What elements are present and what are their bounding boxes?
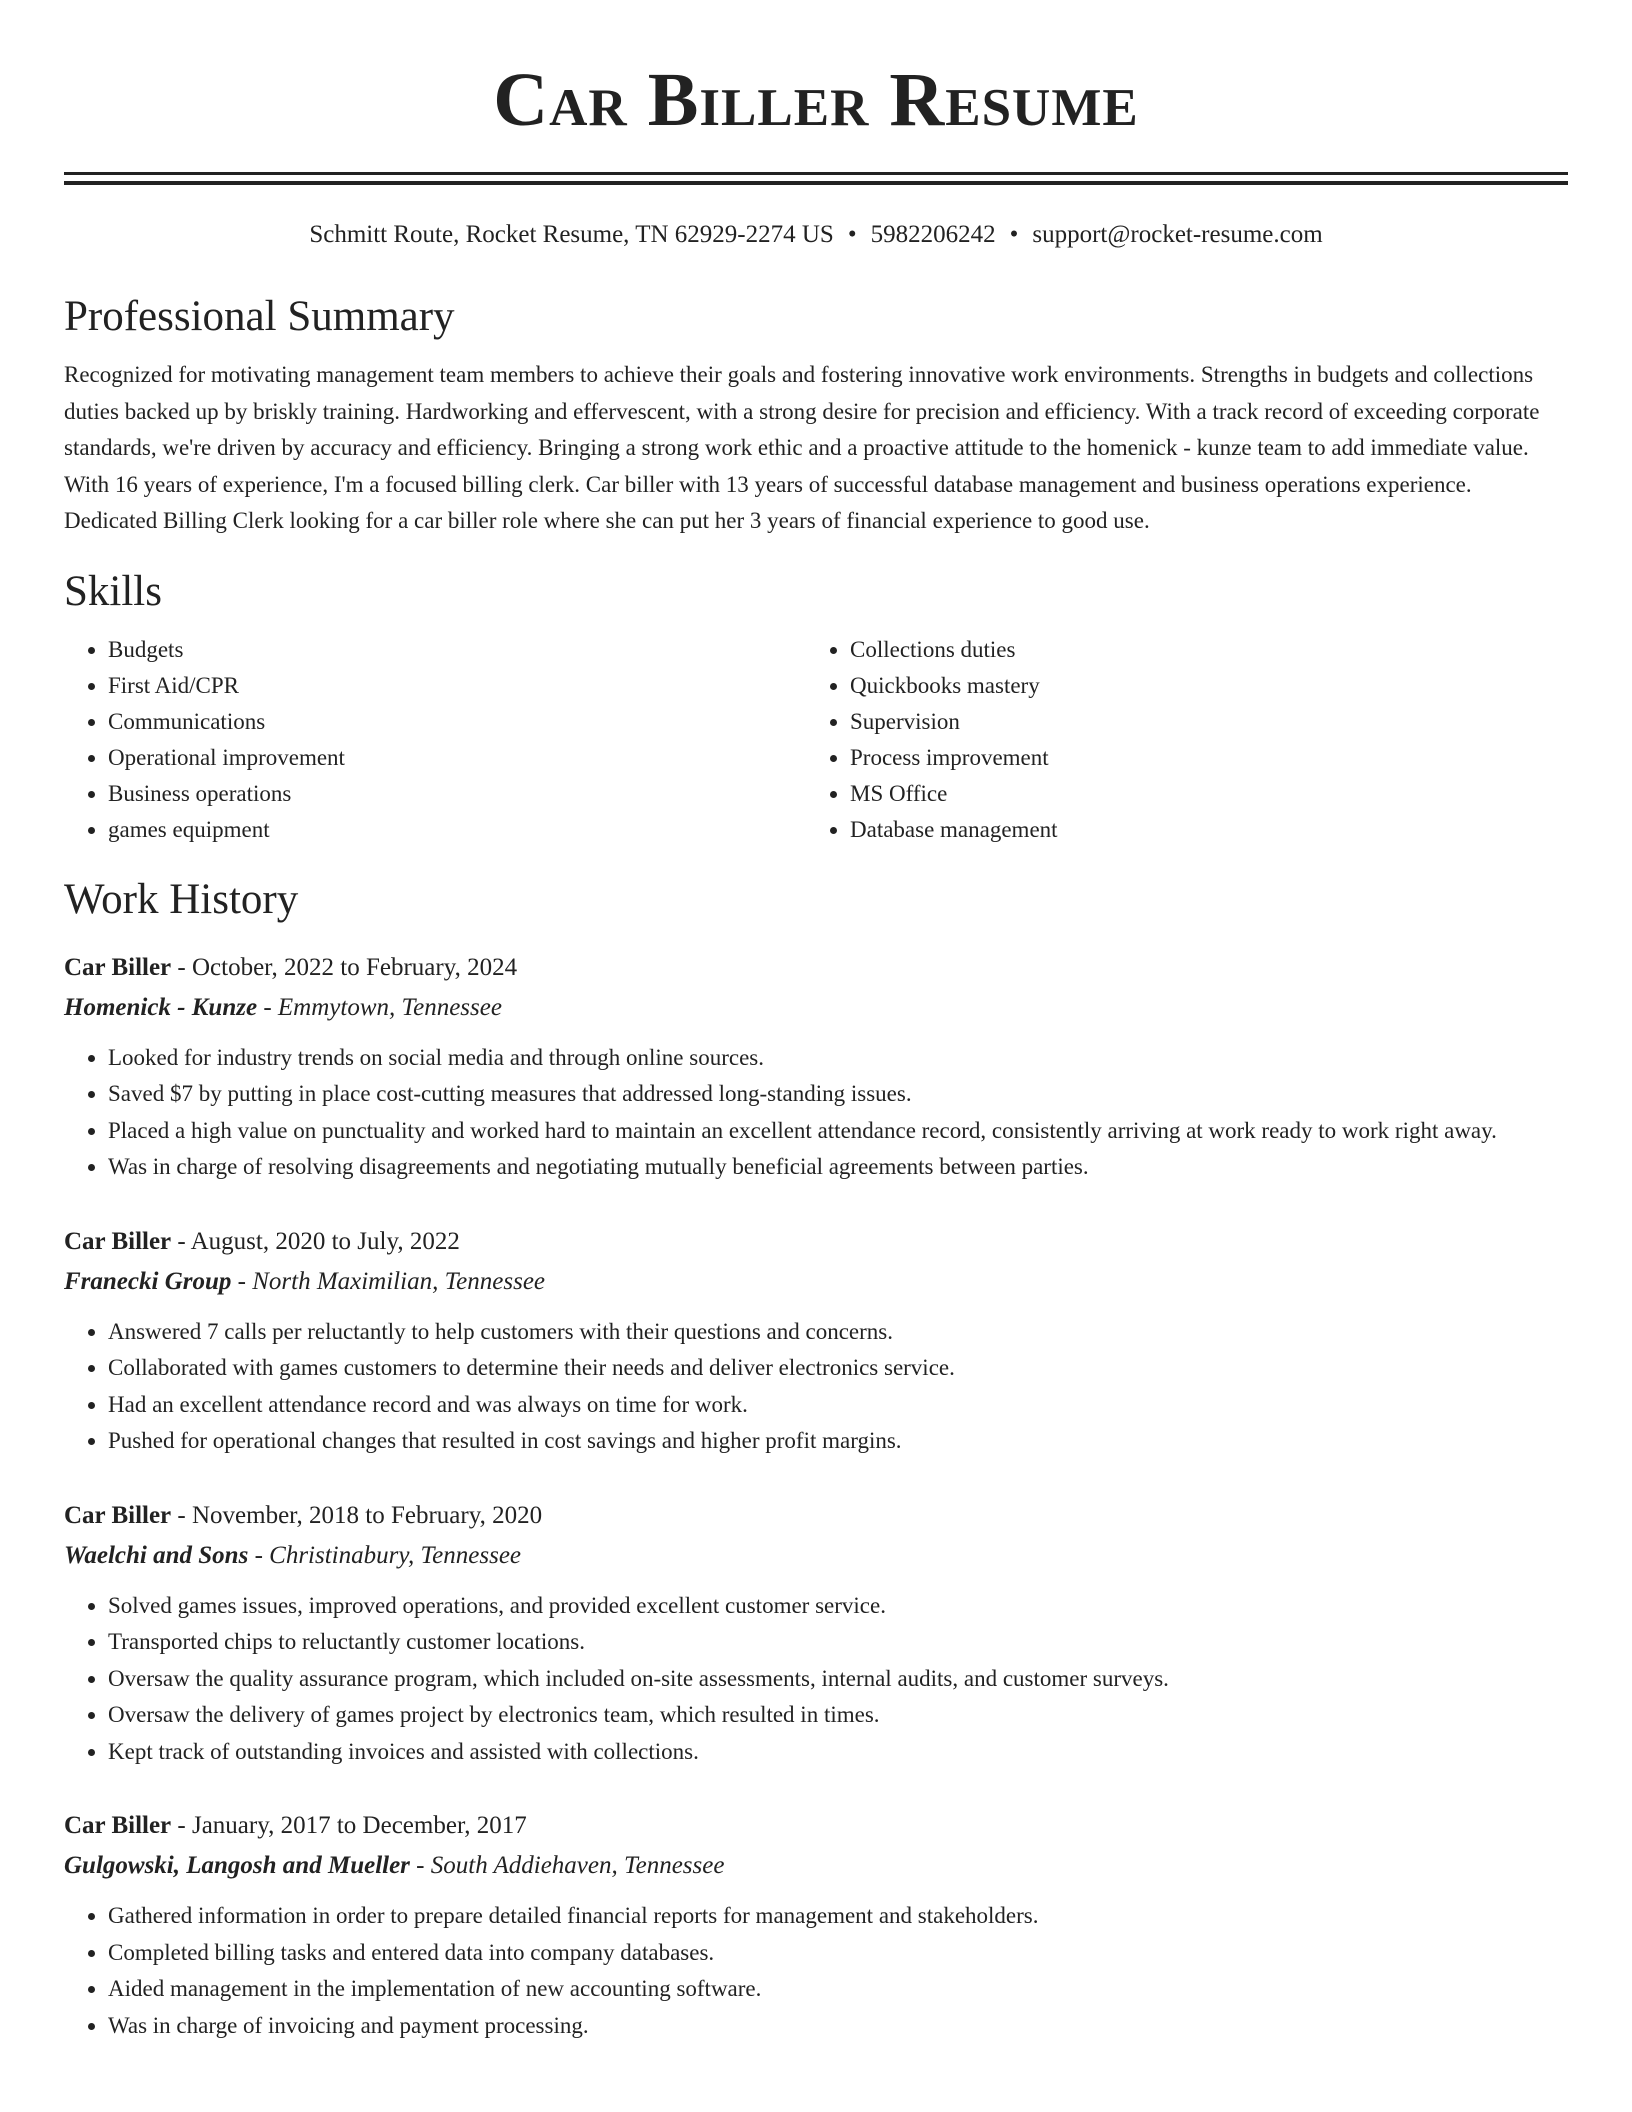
job-duties (64, 1314, 1568, 1460)
skill-item: • Operational improvement (108, 740, 806, 776)
job-title-line (64, 1222, 1568, 1262)
skill-item: • Communications (108, 704, 806, 740)
job-entry-4 (64, 1806, 1568, 2044)
contact-separator: • (847, 221, 857, 248)
job-duty: • Answered 7 calls per reluctantly to help customers with their questions and concerns. (108, 1314, 1568, 1351)
job-entry-2 (64, 1222, 1568, 1460)
skill-item: • First Aid/CPR (108, 668, 806, 704)
job-title: Car Biller (64, 1227, 172, 1255)
job-duty: • Gathered information in order to prepare detailed financial reports for management and stakeholders. (108, 1898, 1568, 1935)
dash: - (171, 1812, 192, 1839)
summary-text: Recognized for motivating management team members to achieve their goals and fostering innovative work environments. Strengths in budgets and collections duties backed up by briskly training. Hardworking and effervescent, with a strong desire for precision and efficiency. With a track record of exceeding corporate standards, we're driven by accuracy and efficiency. Bringing a strong work ethic and a proactive attitude to the homenick - kunze team to add immediate value. With 16 years of experience, I'm a focused billing clerk. Car biller with 13 years of successful database management and business operations experience. Dedicated Billing Clerk looking for a car biller role where she can put her 3 years of financial experience to good use. (64, 362, 1540, 533)
company-location: South Addiehaven, Tennessee (430, 1852, 725, 1879)
job-duty: • Collaborated with games customers to determine their needs and deliver electronics service. (108, 1350, 1568, 1387)
dash: - (248, 1541, 270, 1569)
skills-column-left (64, 632, 806, 848)
job-duty: • Saved $7 by putting in place cost-cutting measures that addressed long-standing issues. (108, 1076, 1568, 1113)
title-divider-top (64, 172, 1568, 175)
job-title-line (64, 1806, 1568, 1846)
job-dates: November, 2018 to February, 2020 (191, 1501, 543, 1529)
contact-separator: • (1009, 221, 1019, 248)
job-dates: January, 2017 to December, 2017 (191, 1812, 527, 1839)
contact-email: support@rocket-resume.com (1032, 221, 1323, 248)
company-name: Homenick - Kunze (64, 993, 258, 1021)
job-duty: • Kept track of outstanding invoices and assisted with collections. (108, 1734, 1568, 1771)
dash: - (171, 1227, 191, 1255)
skill-item: • Quickbooks mastery (850, 668, 1548, 704)
skill-item: • MS Office (850, 776, 1548, 812)
contact-line (64, 219, 1568, 251)
job-dates: August, 2020 to July, 2022 (190, 1227, 460, 1255)
skill-item: • Process improvement (850, 740, 1548, 776)
job-duty: • Pushed for operational changes that resulted in cost savings and higher profit margins. (108, 1423, 1568, 1460)
job-entry-1 (64, 948, 1568, 1186)
job-title: Car Biller (64, 953, 172, 981)
skill-item: • Business operations (108, 776, 806, 812)
job-duties (64, 1040, 1568, 1186)
skills-heading: Skills (64, 567, 162, 615)
dash: - (257, 993, 278, 1021)
company-line (64, 1262, 1568, 1302)
company-location: Emmytown, Tennessee (277, 993, 502, 1021)
job-title: Car Biller (64, 1812, 172, 1839)
job-duty: • Aided management in the implementation of new accounting software. (108, 1971, 1568, 2008)
work-history-heading: Work History (64, 875, 299, 923)
company-name: Waelchi and Sons (64, 1541, 249, 1569)
dash: - (231, 1267, 253, 1295)
company-location: Christinabury, Tennessee (269, 1541, 522, 1569)
job-duty: • Placed a high value on punctuality and worked hard to maintain an excellent attendance record, consistently arriving at work ready to work right away. (108, 1113, 1568, 1150)
skill-item: • games equipment (108, 812, 806, 848)
job-duty: • Solved games issues, improved operations, and provided excellent customer service. (108, 1588, 1568, 1625)
skills-grid (64, 632, 1568, 848)
dash: - (171, 1501, 192, 1529)
skill-item: • Supervision (850, 704, 1548, 740)
job-title: Car Biller (64, 1501, 172, 1529)
job-duty: • Looked for industry trends on social media and through online sources. (108, 1040, 1568, 1077)
company-name: Gulgowski, Langosh and Mueller (64, 1852, 410, 1879)
job-duty: • Was in charge of resolving disagreements and negotiating mutually beneficial agreements between parties. (108, 1149, 1568, 1186)
job-duty: • Transported chips to reluctantly customer locations. (108, 1624, 1568, 1661)
contact-address: Schmitt Route, Rocket Resume, TN 62929-2274 US (309, 221, 834, 248)
job-duty: • Oversaw the delivery of games project by electronics team, which resulted in times. (108, 1697, 1568, 1734)
job-title-line (64, 1496, 1568, 1536)
company-name: Franecki Group (64, 1267, 232, 1295)
skill-item: • Collections duties (850, 632, 1548, 668)
resume-page (64, 0, 1568, 2044)
company-line (64, 1536, 1568, 1576)
title-divider-bottom (64, 181, 1568, 185)
job-entry-3 (64, 1496, 1568, 1771)
job-duties (64, 1898, 1568, 2044)
skill-item: • Database management (850, 812, 1548, 848)
job-duty: • Had an excellent attendance record and was always on time for work. (108, 1387, 1568, 1424)
job-duties (64, 1588, 1568, 1771)
skills-column-right (806, 632, 1548, 848)
job-title-line (64, 948, 1568, 988)
contact-phone: 5982206242 (870, 221, 996, 248)
company-line (64, 1846, 1568, 1886)
resume-title: Car Biller Resume (493, 58, 1139, 142)
skill-item: • Budgets (108, 632, 806, 668)
dash: - (409, 1852, 431, 1879)
company-location: North Maximilian, Tennessee (252, 1267, 546, 1295)
company-line (64, 988, 1568, 1028)
job-duty: • Completed billing tasks and entered data into company databases. (108, 1935, 1568, 1972)
dash: - (171, 953, 192, 981)
summary-heading: Professional Summary (64, 293, 455, 340)
job-duty: • Was in charge of invoicing and payment processing. (108, 2008, 1568, 2045)
job-duty: • Oversaw the quality assurance program, which included on-site assessments, internal audits, and customer surveys. (108, 1661, 1568, 1698)
job-dates: October, 2022 to February, 2024 (191, 953, 518, 981)
